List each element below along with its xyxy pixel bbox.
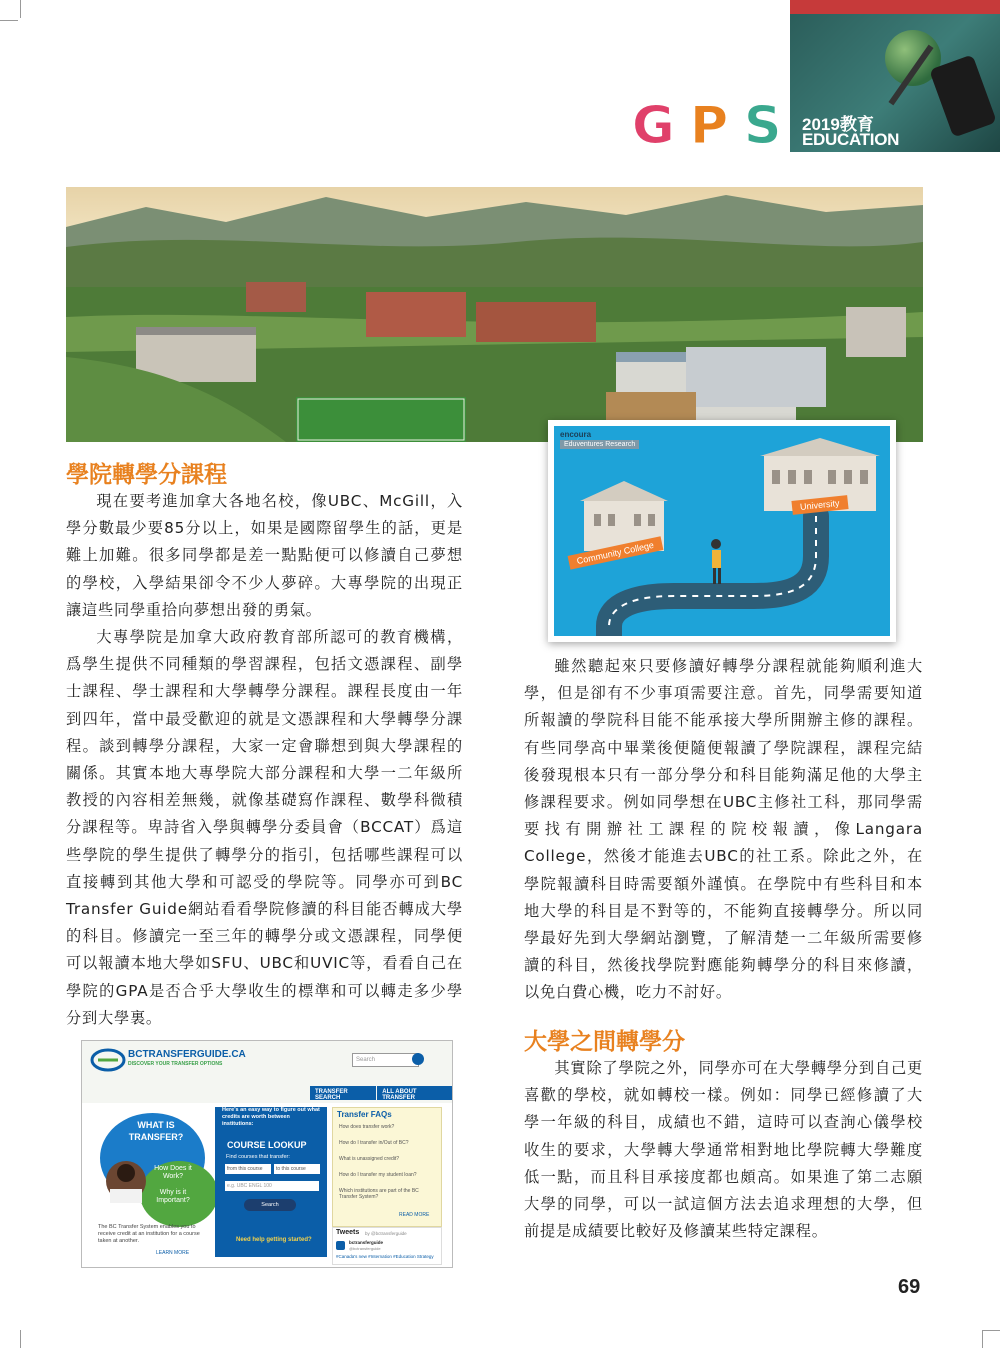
section-heading-university-transfer: 大學之間轉學分 xyxy=(524,1029,685,1055)
campus-illustration xyxy=(66,187,923,442)
header-ribbon xyxy=(790,0,1000,14)
tweet-text: #Canada's new #Internation #Education Strategy xyxy=(336,1254,434,1259)
find-courses-label: Find courses that transfer: xyxy=(226,1154,290,1160)
read-more-link[interactable]: READ MORE xyxy=(399,1212,430,1218)
transfer-infographic xyxy=(548,420,896,642)
page-number: 69 xyxy=(898,1276,921,1298)
section1-paragraph-2: 大專學院是加拿大政府教育部所認可的教育機構，爲學生提供不同種類的學習課程，包括文憑課程、副學士課程、學士課程和大學轉學分課程。課程長度由一年到四年，當中最受歡迎的就是文憑課程和大學轉學分課程。談到轉學分課程，大家一定會聯想到與大學課程的關係。其實本地大專學院大部分課程和大學一二年級所教授的內容相差無幾，就像基礎寫作課程、數學科微積分課程等。卑詩省入學與轉學分委員會（BCCAT）爲這些學院的學生提供了轉學分的指引，包括哪些課程可以直接轉到其他大學和可認受的學院等。同學亦可到BC Transfer Guide網站看看學院修讀的科目能否轉成大學的科目。修讀完一至三年的轉學分或文憑課程，同學便可以報讀本地大學如SFU、UBC和UVIC等，看看自己在學院的GPA是否合乎大學收生的標準和可以轉走多少學分到大學裏。 xyxy=(66,628,463,1027)
tweets-label: Tweets xyxy=(336,1229,360,1236)
faq-item[interactable]: Which institutions are part of the BC Transfer System? xyxy=(339,1188,419,1200)
header-year-label: 2019教育 xyxy=(802,115,874,134)
from-course-select[interactable]: from this course xyxy=(225,1164,271,1174)
easy-way-text: Here's an easy way to figure out what credits are worth between institutions: xyxy=(222,1107,320,1127)
campus-aerial-photo xyxy=(66,187,923,442)
website-logo-tagline: DISCOVER YOUR TRANSFER OPTIONS xyxy=(128,1061,223,1067)
tweets-panel xyxy=(332,1227,442,1265)
need-help-link[interactable]: Need help getting started? xyxy=(236,1237,312,1243)
crop-mark xyxy=(0,20,18,21)
why-important-label[interactable]: Why is it Important? xyxy=(156,1189,190,1204)
infographic-art xyxy=(554,426,890,636)
section1-body xyxy=(66,488,463,1032)
header-section-label: EDUCATION xyxy=(802,130,900,149)
how-does-it-work-label[interactable]: How Does it Work? xyxy=(154,1165,192,1180)
gps-letter-s: S xyxy=(744,96,782,156)
faq-item[interactable]: How does transfer work? xyxy=(339,1124,395,1130)
section1-right-body xyxy=(524,653,923,1007)
crop-mark xyxy=(20,1330,21,1348)
infographic-subbrand: Eduventures Research xyxy=(560,440,639,449)
website-nav xyxy=(310,1086,452,1100)
section1-right-paragraph: 雖然聽起來只要修讀好轉學分課程就能夠順利進大學，但是卻有不少事項需要注意。首先，同學需要知道所報讀的學院科目能不能承接大學所開辦主修的課程。有些同學高中畢業後便隨便報讀了學院課程，課程完結後發現根本只有一部分學分和科目能夠滿足他的大學主修課程要求。例如同學想在UBC主修社工科，那同學需要找有開辦社工課程的院校報讀，像Langara College，然後才能進去UBC的社工系。除此之外，在學院報讀科目時需要額外謹慎。在學院中有些科目和本地大學的科目是不對等的，不能夠直接轉學分。所以同學最好先到大學網站瀏覽，了解清楚一二年級所需要修讀的科目，然後找學院對應能夠轉學分的科目來修讀，以免白費心機，吃力不討好。 xyxy=(524,657,923,1002)
gps-letter-g: G xyxy=(632,96,675,156)
website-search-icon[interactable] xyxy=(412,1053,424,1065)
bctransferguide-logo-icon xyxy=(90,1047,126,1073)
gps-logo xyxy=(632,95,802,157)
faq-title: Transfer FAQs xyxy=(337,1110,392,1119)
course-code-input[interactable]: e.g. UBC ENGL 100 xyxy=(225,1181,319,1191)
to-course-select[interactable]: to this course xyxy=(274,1164,320,1174)
section2-body xyxy=(524,1055,923,1245)
tweet-handle: @bctransferguide xyxy=(349,1246,381,1251)
bctransferguide-screenshot xyxy=(81,1040,453,1268)
crop-mark xyxy=(982,1330,983,1348)
what-is-transfer-label[interactable]: WHAT IS TRANSFER? xyxy=(128,1120,184,1142)
infographic-brand: encoura xyxy=(560,430,592,439)
nav-all-about-transfer[interactable]: ALL ABOUT TRANSFER xyxy=(377,1086,452,1100)
student-avatar xyxy=(104,1159,148,1203)
website-logo: BCTRANSFERGUIDE.CA xyxy=(128,1049,246,1060)
nav-transfer-search[interactable]: TRANSFER SEARCH xyxy=(310,1086,376,1100)
section2-paragraph: 其實除了學院之外，同學亦可在大學轉學分到自己更喜歡的學校，就如轉校一樣。例如：同學已經修讀了大學一年級的科目，成績也不錯，這時可以查詢心儀學校收生的要求，大學轉大學通常相對地比學院轉大學難度低一點，而且科目承接度都也頗高。如果進了第二志願大學的同學，可以一試這個方法去追求理想的大學，但前提是成績要比較好及修讀某些特定課程。 xyxy=(524,1059,923,1241)
tweets-by-label: by @bctransferguide xyxy=(365,1231,407,1236)
transfer-faqs-panel xyxy=(332,1107,442,1227)
community-college-banner: Community College xyxy=(568,536,663,569)
education-header-box xyxy=(790,0,1000,152)
faq-item[interactable]: How do I transfer in/Out of BC? xyxy=(339,1140,409,1146)
university-banner: University xyxy=(791,495,848,515)
crop-mark xyxy=(20,0,21,18)
website-search-input[interactable]: Search xyxy=(352,1053,419,1067)
crop-mark xyxy=(982,1330,1000,1331)
faq-item[interactable]: How do I transfer my student loan? xyxy=(339,1172,417,1178)
twitter-avatar-icon xyxy=(336,1241,345,1250)
faq-item[interactable]: What is unassigned credit? xyxy=(339,1156,400,1162)
transfer-system-description: The BC Transfer System enables you to receive credit at an institution for a course taken at another. xyxy=(98,1224,200,1244)
course-search-button[interactable]: Search xyxy=(244,1199,296,1211)
course-lookup-title: COURSE LOOKUP xyxy=(227,1140,307,1150)
learn-more-link[interactable]: LEARN MORE xyxy=(156,1250,190,1256)
gps-letter-p: P xyxy=(690,96,729,156)
infographic-background xyxy=(554,426,890,636)
tweet-account: bctransferguide xyxy=(349,1240,384,1245)
section-heading-college-transfer: 學院轉學分課程 xyxy=(66,462,227,488)
section1-paragraph-1: 現在要考進加拿大各地名校，像UBC、McGill，入學分數最少要85分以上，如果是國際留學生的話，更是難上加難。很多同學都是差一點點便可以修讀自己夢想的學校，入學結果卻令不少人夢碎。大專學院的出現正讓這些同學重拾向夢想出發的勇氣。 xyxy=(66,492,463,619)
phone-icon xyxy=(929,54,997,137)
